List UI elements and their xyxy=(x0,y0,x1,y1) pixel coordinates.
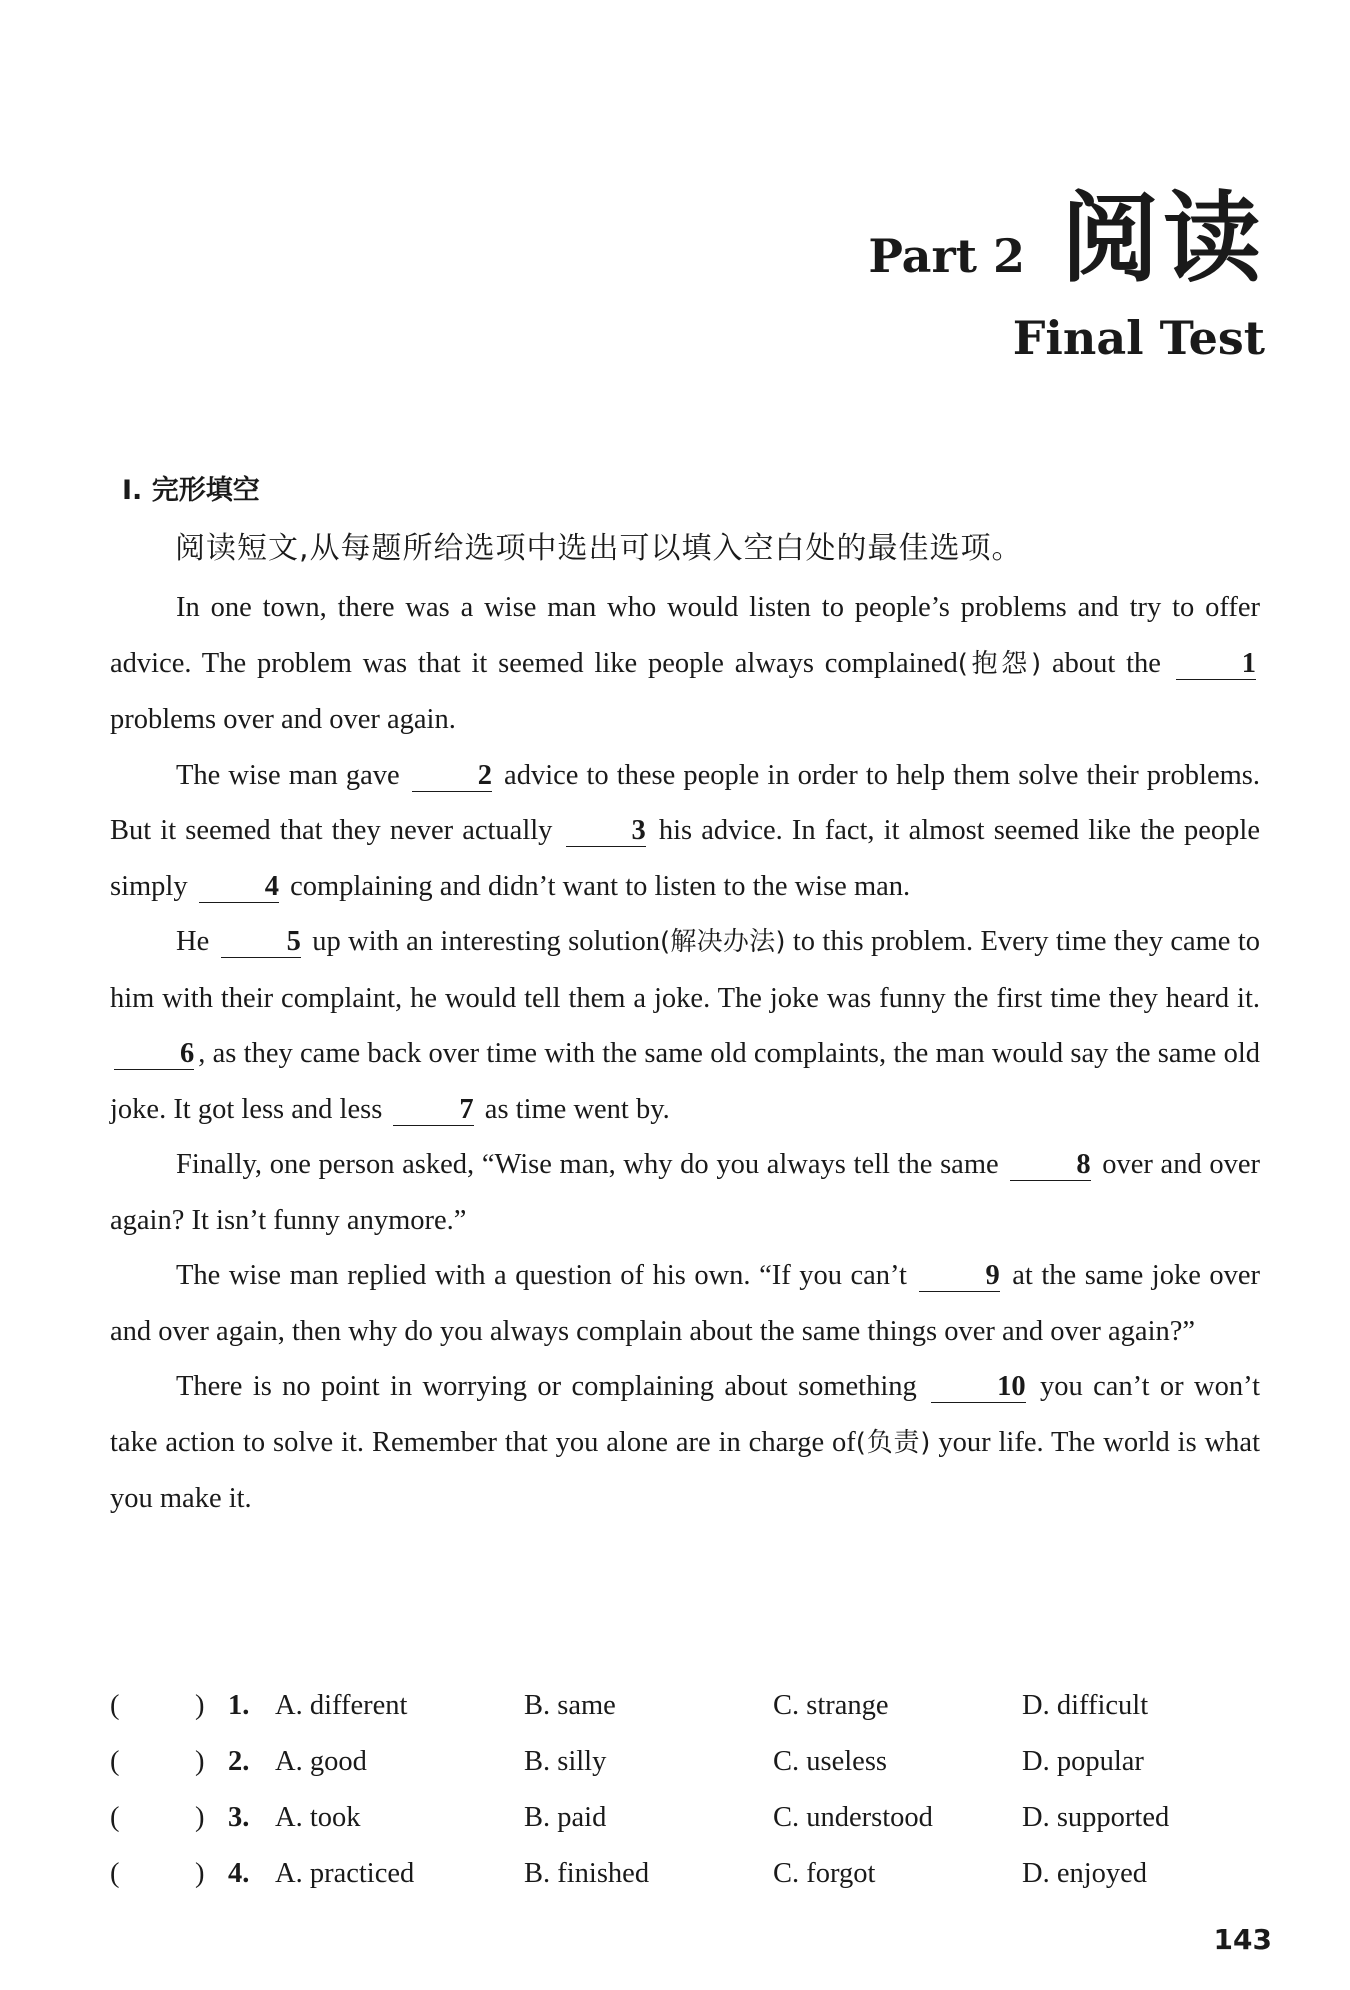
answer-paren-close: ) xyxy=(195,1746,205,1777)
passage-paragraph-4 xyxy=(110,1137,1260,1248)
page-subtitle: Final Test xyxy=(1012,311,1265,365)
passage-paragraph-3 xyxy=(110,914,1260,1137)
part-label: Part 2 xyxy=(868,229,1025,283)
answer-paren-open: ( xyxy=(110,1858,120,1889)
option-c: C. strange xyxy=(773,1690,889,1721)
blank-1: 1 xyxy=(1176,649,1256,680)
answer-paren-close: ) xyxy=(195,1858,205,1889)
blank-7: 7 xyxy=(393,1095,473,1126)
passage-text: advice to these people in order to help them solve their problems. But it seemed that they never actually xyxy=(110,759,1261,846)
blank-5: 5 xyxy=(221,927,301,958)
passage-text: There is no point in worrying or complaining about something xyxy=(176,1371,917,1402)
passage-paragraph-2 xyxy=(110,748,1260,915)
option-a: A. practiced xyxy=(275,1858,415,1889)
passage-paragraph-5 xyxy=(110,1248,1260,1359)
passage-text: complaining and didn’t want to listen to the wise man. xyxy=(290,870,911,902)
passage-text: you can’t or won’t take action to solve it. Remember that you alone are in charge of xyxy=(110,1371,1261,1458)
page-header xyxy=(868,160,1265,365)
passage-text: his advice. In fact, it almost seemed like the people simply xyxy=(110,815,1260,902)
passage-text: at the same joke over and over again, then why do you always complain about the same things over and over again?” xyxy=(110,1260,1261,1347)
option-c: C. forgot xyxy=(773,1858,876,1889)
blank-9: 9 xyxy=(919,1261,999,1292)
blank-2: 2 xyxy=(412,761,492,792)
chinese-gloss: (负责) xyxy=(855,1427,931,1458)
option-c: C. understood xyxy=(773,1802,933,1833)
section-instruction: 阅读短文,从每题所给选项中选出可以填入空白处的最佳选项。 xyxy=(175,531,1023,566)
question-number: 4. xyxy=(228,1858,250,1889)
part-chinese-title: 阅读 xyxy=(1060,182,1265,296)
passage-text: problems over and over again. xyxy=(110,704,456,735)
passage-text: your life. The world is what you make it. xyxy=(110,1426,1260,1514)
answer-paren-close: ) xyxy=(195,1690,205,1721)
blank-3: 3 xyxy=(566,816,646,847)
passage-text: The wise man replied with a question of his own. “If you can’t xyxy=(176,1260,907,1291)
question-row-1 xyxy=(110,1690,1260,1746)
page-number: 143 xyxy=(1213,1923,1272,1956)
passage-text: up with an interesting solution xyxy=(312,926,660,957)
chinese-gloss: (解决办法) xyxy=(659,927,786,957)
question-number: 2. xyxy=(228,1746,250,1777)
option-d: D. supported xyxy=(1022,1802,1170,1833)
option-d: D. difficult xyxy=(1022,1690,1149,1721)
answer-paren-close: ) xyxy=(195,1802,205,1833)
blank-6: 6 xyxy=(114,1039,194,1070)
option-b: B. same xyxy=(524,1690,616,1721)
section-heading: Ⅰ. 完形填空 xyxy=(122,475,260,506)
answer-paren-open: ( xyxy=(110,1690,120,1721)
answer-paren-open: ( xyxy=(110,1802,120,1833)
passage-paragraph-1 xyxy=(110,580,1260,748)
question-number: 3. xyxy=(228,1802,250,1833)
passage-text: , as they came back over time with the same old complaints, the man would say the same old joke. It got less and less xyxy=(110,1038,1260,1125)
part-title-line xyxy=(868,160,1265,301)
option-d: D. popular xyxy=(1022,1746,1144,1777)
chinese-gloss: (抱怨) xyxy=(957,648,1042,679)
passage-text: about the xyxy=(1051,647,1161,679)
option-a: A. took xyxy=(275,1802,361,1833)
passage-text: In one town, there was a wise man who would listen to people’s problems and try to offer advice. The problem was that it seemed like people always complained xyxy=(110,592,1260,679)
passage-text: to this problem. Every time they came to him with their complaint, he would tell them a joke. The joke was funny the first time they heard it. xyxy=(110,926,1260,1014)
option-b: B. silly xyxy=(524,1746,607,1777)
passage-text: Finally, one person asked, “Wise man, why do you always tell the same xyxy=(176,1149,999,1180)
option-a: A. good xyxy=(275,1746,367,1777)
question-row-3 xyxy=(110,1802,1260,1858)
question-row-4 xyxy=(110,1858,1260,1914)
option-b: B. finished xyxy=(524,1858,650,1889)
blank-4: 4 xyxy=(199,872,279,903)
question-row-2 xyxy=(110,1746,1260,1802)
question-list xyxy=(110,1690,1260,1914)
option-c: C. useless xyxy=(773,1746,887,1777)
option-b: B. paid xyxy=(524,1802,607,1833)
blank-10: 10 xyxy=(931,1372,1026,1403)
passage-text: The wise man gave xyxy=(176,759,400,791)
option-d: D. enjoyed xyxy=(1022,1858,1148,1889)
option-a: A. different xyxy=(275,1690,408,1721)
passage-text: as time went by. xyxy=(484,1093,670,1125)
passage-paragraph-6 xyxy=(110,1359,1260,1527)
blank-8: 8 xyxy=(1010,1150,1090,1181)
cloze-passage xyxy=(110,580,1260,1527)
question-number: 1. xyxy=(228,1690,250,1721)
answer-paren-open: ( xyxy=(110,1746,120,1777)
passage-text: He xyxy=(176,926,210,957)
passage-text: over and over again? It isn’t funny anymore.” xyxy=(110,1149,1261,1236)
